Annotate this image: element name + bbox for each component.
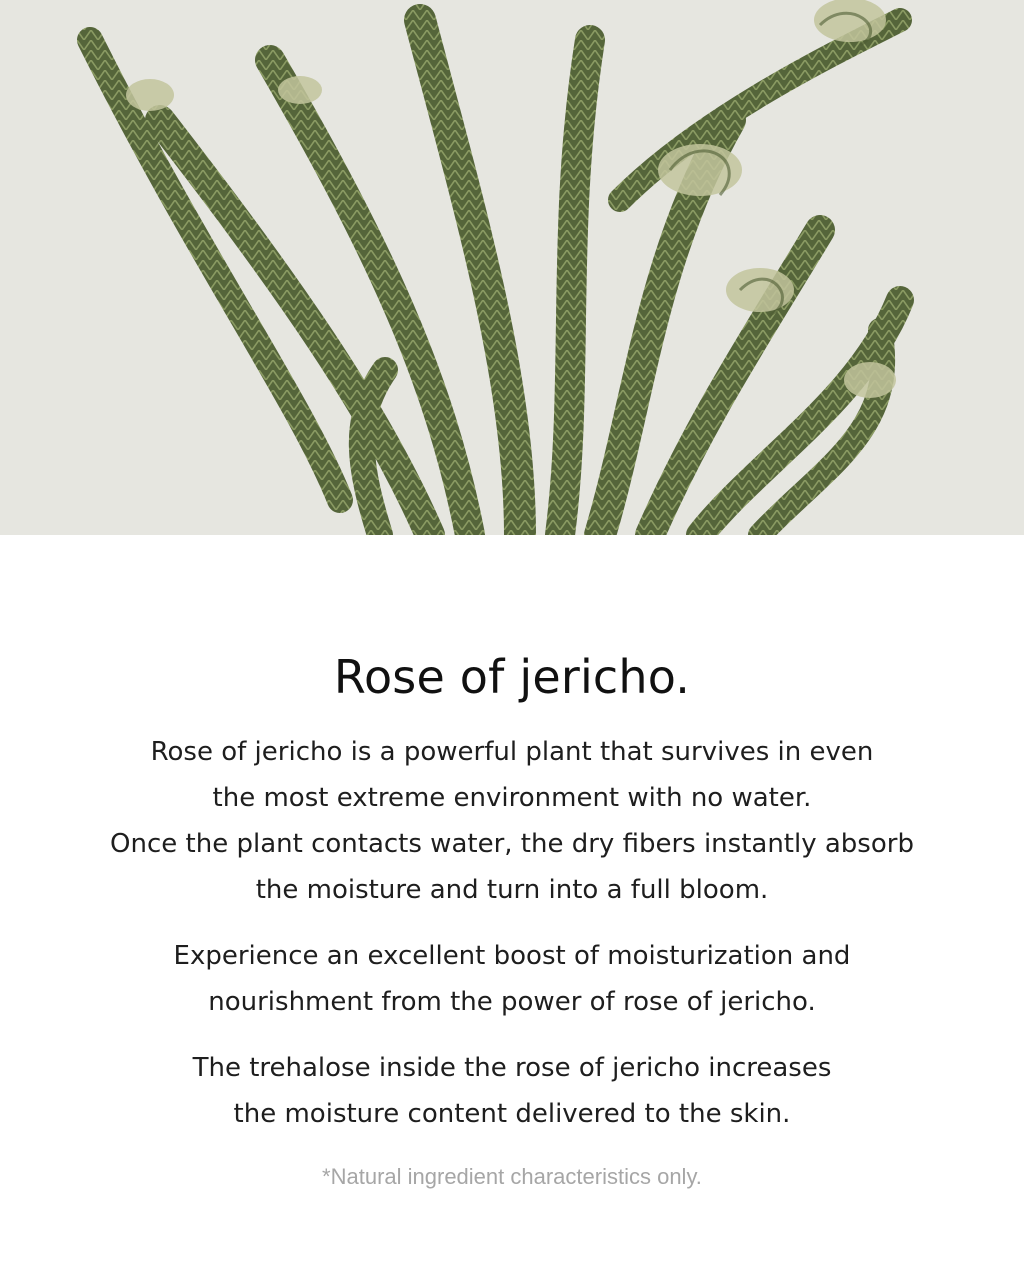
paragraph-3-line: the moisture content delivered to the skin. (233, 1099, 791, 1129)
hero-image (0, 0, 1024, 535)
description-paragraph-2 (0, 933, 1024, 1025)
paragraph-1-line: Once the plant contacts water, the dry fibers instantly absorb (110, 829, 914, 859)
paragraph-2-line: nourishment from the power of rose of jericho. (208, 987, 816, 1017)
description-paragraph-1 (0, 729, 1024, 913)
paragraph-2-line: Experience an excellent boost of moisturization and (173, 941, 851, 971)
paragraph-1-line: the most extreme environment with no water. (212, 783, 812, 813)
rose-of-jericho-illustration (0, 0, 1024, 535)
paragraph-1-line: Rose of jericho is a powerful plant that survives in even (150, 737, 874, 767)
section-title: Rose of jericho. (333, 650, 691, 704)
paragraph-3-line: The trehalose inside the rose of jericho increases (192, 1053, 832, 1083)
footnote: *Natural ingredient characteristics only. (322, 1164, 702, 1189)
paragraph-1-line: the moisture and turn into a full bloom. (255, 875, 769, 905)
ingredient-section (0, 535, 1024, 1197)
description-paragraph-3 (0, 1045, 1024, 1137)
